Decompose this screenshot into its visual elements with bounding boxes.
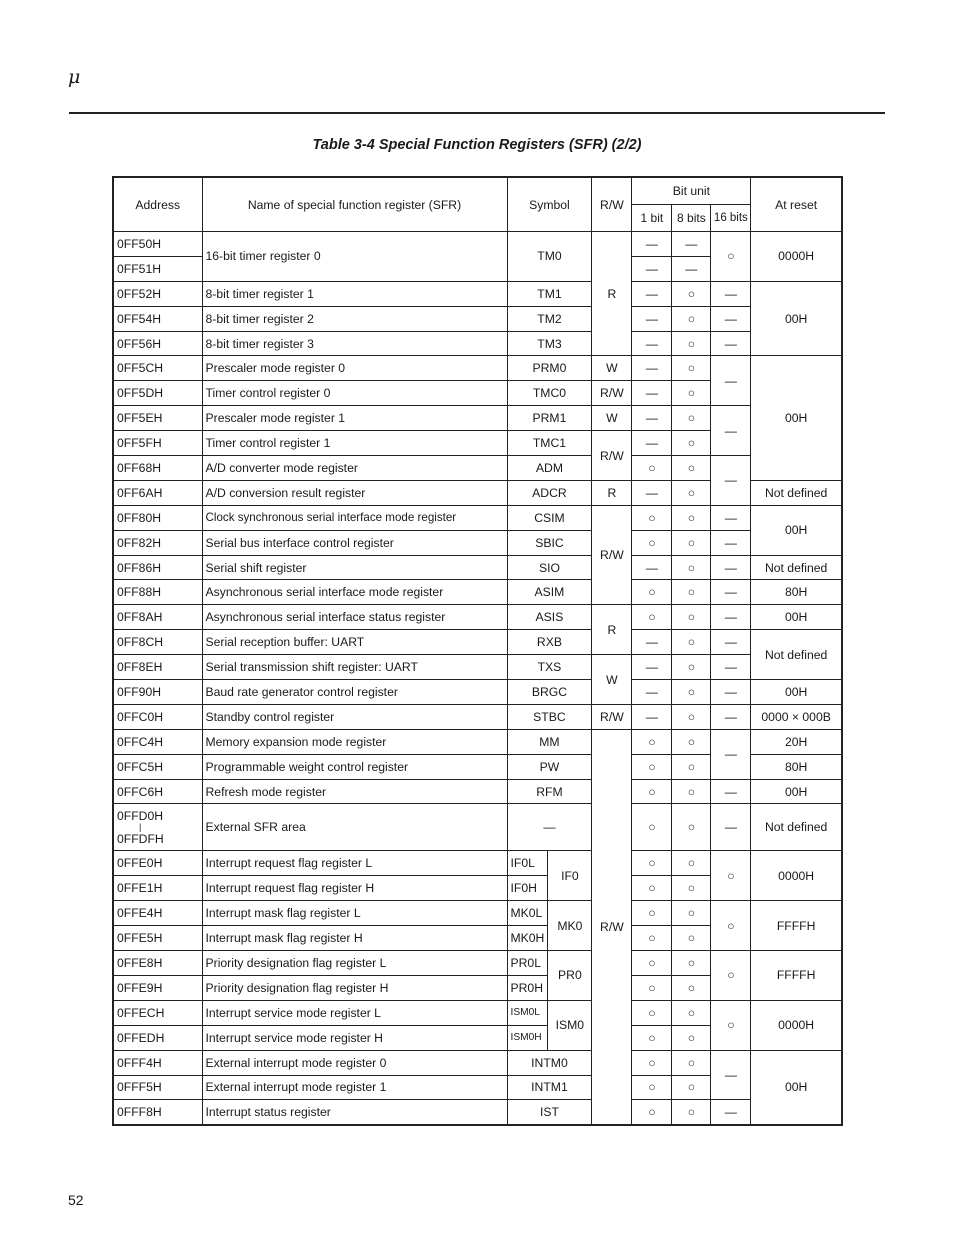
bit1-cell: — xyxy=(632,480,672,505)
bit1-cell: ○ xyxy=(632,456,672,481)
address-cell: 0FF8AH xyxy=(113,605,202,630)
col-header-8bits: 8 bits xyxy=(672,205,711,232)
rw-cell: R/W xyxy=(592,729,632,1125)
bit1-cell: ○ xyxy=(632,901,672,926)
register-sub-symbol: PR0L xyxy=(507,951,548,976)
address-cell: 0FFC6H xyxy=(113,779,202,804)
reset-value: 0000H xyxy=(751,851,842,901)
bit8-cell: ○ xyxy=(672,729,711,754)
reset-value: 00H xyxy=(751,605,842,630)
register-sub-symbol: IF0L xyxy=(507,851,548,876)
register-name: Serial transmission shift register: UART xyxy=(202,655,507,680)
reset-value: 00H xyxy=(751,1050,842,1125)
register-name: Priority designation flag register L xyxy=(202,951,507,976)
bit16-cell: — xyxy=(711,1050,751,1100)
bit1-cell: ○ xyxy=(632,580,672,605)
bit8-cell: ○ xyxy=(672,804,711,851)
register-symbol: SBIC xyxy=(507,530,592,555)
bit8-cell: ○ xyxy=(672,356,711,381)
register-name: Asynchronous serial interface mode register xyxy=(202,580,507,605)
bit16-cell: ○ xyxy=(711,1000,751,1050)
register-name: 8-bit timer register 3 xyxy=(202,331,507,356)
register-sub-symbol: IF0H xyxy=(507,876,548,901)
bit16-cell: — xyxy=(711,281,751,306)
bit16-cell: ○ xyxy=(711,901,751,951)
table-row xyxy=(113,505,842,530)
bit8-cell: ○ xyxy=(672,580,711,605)
register-name: Interrupt mask flag register H xyxy=(202,926,507,951)
address-cell: 0FFE1H xyxy=(113,876,202,901)
table-row xyxy=(113,356,842,381)
reset-value: 80H xyxy=(751,580,842,605)
register-symbol: TXS xyxy=(507,655,592,680)
reset-value: FFFFH xyxy=(751,901,842,951)
register-name: Baud rate generator control register xyxy=(202,680,507,705)
register-name: Asynchronous serial interface status register xyxy=(202,605,507,630)
bit16-cell: ○ xyxy=(711,951,751,1001)
bit1-cell: — xyxy=(632,306,672,331)
bit16-cell: — xyxy=(711,1100,751,1125)
bit8-cell: ○ xyxy=(672,1100,711,1125)
rw-cell: R xyxy=(592,605,632,655)
table-row xyxy=(113,1100,842,1125)
register-symbol: PRM1 xyxy=(507,406,592,431)
bit1-cell: — xyxy=(632,256,672,281)
address-cell: 0FF52H xyxy=(113,281,202,306)
table-row xyxy=(113,232,842,257)
address-range-separator: | xyxy=(139,821,142,832)
table-row xyxy=(113,704,842,729)
register-name: External SFR area xyxy=(202,804,507,851)
table-row xyxy=(113,729,842,754)
bit8-cell: ○ xyxy=(672,555,711,580)
address-cell: 0FF8CH xyxy=(113,630,202,655)
bit1-cell: ○ xyxy=(632,754,672,779)
address-cell: 0FFF5H xyxy=(113,1075,202,1100)
table-row xyxy=(113,851,842,876)
bit1-cell: — xyxy=(632,381,672,406)
reset-value: Not defined xyxy=(751,555,842,580)
bit16-cell: — xyxy=(711,580,751,605)
col-header-symbol: Symbol xyxy=(507,177,592,232)
address-range-end: 0FFDFH xyxy=(117,831,164,846)
reset-value: 00H xyxy=(751,779,842,804)
register-symbol: ASIS xyxy=(507,605,592,630)
address-cell: 0FF54H xyxy=(113,306,202,331)
bit1-cell: ○ xyxy=(632,975,672,1000)
register-name: Interrupt status register xyxy=(202,1100,507,1125)
reset-value: 00H xyxy=(751,356,842,480)
register-symbol: MK0 xyxy=(548,901,592,951)
bit8-cell: ○ xyxy=(672,281,711,306)
address-cell: 0FFE0H xyxy=(113,851,202,876)
register-symbol: TM0 xyxy=(507,232,592,282)
col-header-address: Address xyxy=(113,177,202,232)
register-name: Programmable weight control register xyxy=(202,754,507,779)
rw-cell: R/W xyxy=(592,431,632,481)
register-name: Interrupt request flag register H xyxy=(202,876,507,901)
bit16-cell: — xyxy=(711,680,751,705)
bit1-cell: ○ xyxy=(632,951,672,976)
bit1-cell: — xyxy=(632,704,672,729)
register-symbol: PRM0 xyxy=(507,356,592,381)
bit8-cell: ○ xyxy=(672,630,711,655)
page-number: 52 xyxy=(68,1192,84,1208)
table-row xyxy=(113,530,842,555)
register-sub-symbol: ISM0H xyxy=(507,1025,548,1050)
register-name: 8-bit timer register 2 xyxy=(202,306,507,331)
bit8-cell: ○ xyxy=(672,306,711,331)
register-name: External interrupt mode register 0 xyxy=(202,1050,507,1075)
reset-value: 80H xyxy=(751,754,842,779)
register-name: Prescaler mode register 1 xyxy=(202,406,507,431)
col-header-1bit: 1 bit xyxy=(632,205,672,232)
address-cell: 0FFC4H xyxy=(113,729,202,754)
bit8-cell: ○ xyxy=(672,926,711,951)
rw-cell: W xyxy=(592,356,632,381)
table-row xyxy=(113,555,842,580)
table-row xyxy=(113,605,842,630)
register-symbol: ASIM xyxy=(507,580,592,605)
table-row xyxy=(113,331,842,356)
bit1-cell: ○ xyxy=(632,876,672,901)
register-symbol: TMC0 xyxy=(507,381,592,406)
reset-value: Not defined xyxy=(751,804,842,851)
table-row xyxy=(113,306,842,331)
bit16-cell: — xyxy=(711,779,751,804)
bit16-cell: — xyxy=(711,306,751,331)
register-sub-symbol: MK0H xyxy=(507,926,548,951)
register-name: Prescaler mode register 0 xyxy=(202,356,507,381)
address-cell: 0FF56H xyxy=(113,331,202,356)
address-cell: 0FFE8H xyxy=(113,951,202,976)
register-name: Priority designation flag register H xyxy=(202,975,507,1000)
register-name: External interrupt mode register 1 xyxy=(202,1075,507,1100)
bit16-cell: — xyxy=(711,356,751,406)
bit8-cell: ○ xyxy=(672,605,711,630)
bit8-cell: ○ xyxy=(672,975,711,1000)
bit8-cell: ○ xyxy=(672,655,711,680)
address-cell: 0FF68H xyxy=(113,456,202,481)
reset-value: 0000H xyxy=(751,1000,842,1050)
bit8-cell: ○ xyxy=(672,1000,711,1025)
register-sub-symbol: PR0H xyxy=(507,975,548,1000)
address-cell: 0FF5CH xyxy=(113,356,202,381)
register-symbol: STBC xyxy=(507,704,592,729)
table-row xyxy=(113,1000,842,1025)
bit16-cell: — xyxy=(711,605,751,630)
bit1-cell: ○ xyxy=(632,1075,672,1100)
bit8-cell: ○ xyxy=(672,381,711,406)
bit8-cell: ○ xyxy=(672,505,711,530)
bit8-cell: ○ xyxy=(672,1050,711,1075)
table-row xyxy=(113,406,842,431)
bit8-cell: ○ xyxy=(672,951,711,976)
address-cell: 0FF88H xyxy=(113,580,202,605)
bit16-cell: ○ xyxy=(711,232,751,282)
address-cell: 0FFC5H xyxy=(113,754,202,779)
table-row xyxy=(113,901,842,926)
address-cell: 0FF5EH xyxy=(113,406,202,431)
bit8-cell: ○ xyxy=(672,901,711,926)
bit1-cell: — xyxy=(632,331,672,356)
bit8-cell: ○ xyxy=(672,876,711,901)
address-range-cell xyxy=(113,804,202,851)
address-cell: 0FF5FH xyxy=(113,431,202,456)
register-name: A/D conversion result register xyxy=(202,480,507,505)
bit1-cell: — xyxy=(632,431,672,456)
bit8-cell: ○ xyxy=(672,680,711,705)
register-name: Timer control register 0 xyxy=(202,381,507,406)
register-name: Refresh mode register xyxy=(202,779,507,804)
rw-cell: R/W xyxy=(592,704,632,729)
table-row xyxy=(113,951,842,976)
rw-cell: W xyxy=(592,406,632,431)
register-symbol: TM3 xyxy=(507,331,592,356)
bit16-cell: — xyxy=(711,530,751,555)
register-name: Memory expansion mode register xyxy=(202,729,507,754)
address-cell: 0FF51H xyxy=(113,256,202,281)
bit1-cell: ○ xyxy=(632,729,672,754)
address-cell: 0FF5DH xyxy=(113,381,202,406)
register-name: 16-bit timer register 0 xyxy=(202,232,507,282)
rw-cell: R xyxy=(592,232,632,356)
address-range-start: 0FFD0H xyxy=(117,808,164,823)
bit8-cell: ○ xyxy=(672,331,711,356)
address-cell: 0FFF4H xyxy=(113,1050,202,1075)
address-cell: 0FF8EH xyxy=(113,655,202,680)
bit16-cell: — xyxy=(711,704,751,729)
bit1-cell: ○ xyxy=(632,851,672,876)
table-row xyxy=(113,779,842,804)
register-symbol: BRGC xyxy=(507,680,592,705)
bit16-cell: — xyxy=(711,555,751,580)
sfr-table xyxy=(112,176,843,1126)
register-name: Interrupt mask flag register L xyxy=(202,901,507,926)
register-symbol: ADCR xyxy=(507,480,592,505)
bit1-cell: ○ xyxy=(632,605,672,630)
register-name: 8-bit timer register 1 xyxy=(202,281,507,306)
reset-value: Not defined xyxy=(751,630,842,680)
bit1-cell: ○ xyxy=(632,1025,672,1050)
table-row xyxy=(113,281,842,306)
bit8-cell: ○ xyxy=(672,779,711,804)
register-name: Interrupt request flag register L xyxy=(202,851,507,876)
register-symbol: ADM xyxy=(507,456,592,481)
col-header-reset: At reset xyxy=(751,177,842,232)
bit16-cell: — xyxy=(711,406,751,456)
register-symbol: PR0 xyxy=(548,951,592,1001)
bit1-cell: ○ xyxy=(632,530,672,555)
bit1-cell: — xyxy=(632,680,672,705)
bit16-cell: — xyxy=(711,630,751,655)
register-symbol: SIO xyxy=(507,555,592,580)
register-symbol: IF0 xyxy=(548,851,592,901)
table-row xyxy=(113,804,842,851)
col-header-rw: R/W xyxy=(592,177,632,232)
reset-value: FFFFH xyxy=(751,951,842,1001)
bit8-cell: — xyxy=(672,232,711,257)
table-row xyxy=(113,655,842,680)
table-row xyxy=(113,1050,842,1075)
bit8-cell: ○ xyxy=(672,431,711,456)
reset-value: 20H xyxy=(751,729,842,754)
table-row xyxy=(113,630,842,655)
register-name: Clock synchronous serial interface mode register xyxy=(202,505,507,530)
register-symbol: RXB xyxy=(507,630,592,655)
bit1-cell: ○ xyxy=(632,779,672,804)
mu-symbol: μ xyxy=(68,66,81,88)
reset-value: 00H xyxy=(751,281,842,356)
bit1-cell: — xyxy=(632,630,672,655)
col-header-name: Name of special function register (SFR) xyxy=(202,177,507,232)
address-cell: 0FFF8H xyxy=(113,1100,202,1125)
register-symbol: INTM1 xyxy=(507,1075,592,1100)
bit1-cell: — xyxy=(632,555,672,580)
address-cell: 0FF50H xyxy=(113,232,202,257)
rw-cell: W xyxy=(592,655,632,705)
table-row xyxy=(113,456,842,481)
bit8-cell: ○ xyxy=(672,851,711,876)
register-symbol: RFM xyxy=(507,779,592,804)
address-cell: 0FF80H xyxy=(113,505,202,530)
bit1-cell: — xyxy=(632,232,672,257)
bit16-cell: — xyxy=(711,655,751,680)
register-symbol: MM xyxy=(507,729,592,754)
bit1-cell: — xyxy=(632,655,672,680)
bit16-cell: — xyxy=(711,804,751,851)
bit1-cell: ○ xyxy=(632,1000,672,1025)
address-cell: 0FF6AH xyxy=(113,480,202,505)
register-symbol: IST xyxy=(507,1100,592,1125)
register-symbol: CSIM xyxy=(507,505,592,530)
register-name: Interrupt service mode register L xyxy=(202,1000,507,1025)
register-symbol: INTM0 xyxy=(507,1050,592,1075)
bit8-cell: ○ xyxy=(672,480,711,505)
register-symbol: TM1 xyxy=(507,281,592,306)
reset-value: Not defined xyxy=(751,480,842,505)
bit16-cell: — xyxy=(711,729,751,779)
reset-value: 00H xyxy=(751,505,842,555)
bit8-cell: ○ xyxy=(672,754,711,779)
register-name: Standby control register xyxy=(202,704,507,729)
address-cell: 0FFE5H xyxy=(113,926,202,951)
register-symbol: PW xyxy=(507,754,592,779)
bit1-cell: ○ xyxy=(632,1100,672,1125)
reset-value: 0000H xyxy=(751,232,842,282)
register-name: A/D converter mode register xyxy=(202,456,507,481)
table-title: Table 3-4 Special Function Registers (SFR) (2/2) xyxy=(312,137,642,153)
rw-cell: R/W xyxy=(592,381,632,406)
bit8-cell: ○ xyxy=(672,1025,711,1050)
rw-cell: R/W xyxy=(592,505,632,605)
register-symbol: — xyxy=(507,804,592,851)
bit1-cell: — xyxy=(632,281,672,306)
bit16-cell: — xyxy=(711,456,751,506)
address-cell: 0FFEDH xyxy=(113,1025,202,1050)
bit1-cell: — xyxy=(632,356,672,381)
bit16-cell: ○ xyxy=(711,851,751,901)
address-cell: 0FFE4H xyxy=(113,901,202,926)
register-name: Timer control register 1 xyxy=(202,431,507,456)
address-cell: 0FFE9H xyxy=(113,975,202,1000)
bit1-cell: ○ xyxy=(632,1050,672,1075)
rw-cell: R xyxy=(592,480,632,505)
bit16-cell: — xyxy=(711,331,751,356)
bit8-cell: ○ xyxy=(672,1075,711,1100)
register-symbol: ISM0 xyxy=(548,1000,592,1050)
bit8-cell: — xyxy=(672,256,711,281)
bit8-cell: ○ xyxy=(672,406,711,431)
address-cell: 0FF86H xyxy=(113,555,202,580)
address-cell: 0FF90H xyxy=(113,680,202,705)
reset-value: 00H xyxy=(751,680,842,705)
register-name: Serial shift register xyxy=(202,555,507,580)
bit8-cell: ○ xyxy=(672,704,711,729)
header-rule xyxy=(69,112,885,114)
bit1-cell: ○ xyxy=(632,804,672,851)
bit1-cell: ○ xyxy=(632,926,672,951)
register-name: Serial bus interface control register xyxy=(202,530,507,555)
register-symbol: TM2 xyxy=(507,306,592,331)
bit8-cell: ○ xyxy=(672,530,711,555)
register-name: Serial reception buffer: UART xyxy=(202,630,507,655)
address-cell: 0FFC0H xyxy=(113,704,202,729)
col-header-16bits: 16 bits xyxy=(711,205,751,232)
col-header-bit-unit: Bit unit xyxy=(632,177,751,205)
register-name: Interrupt service mode register H xyxy=(202,1025,507,1050)
bit16-cell: — xyxy=(711,505,751,530)
bit1-cell: ○ xyxy=(632,505,672,530)
register-sub-symbol: ISM0L xyxy=(507,1000,548,1025)
address-cell: 0FF82H xyxy=(113,530,202,555)
reset-value: 0000 × 000B xyxy=(751,704,842,729)
bit8-cell: ○ xyxy=(672,456,711,481)
bit1-cell: — xyxy=(632,406,672,431)
table-row xyxy=(113,580,842,605)
address-cell: 0FFECH xyxy=(113,1000,202,1025)
table-row xyxy=(113,680,842,705)
register-sub-symbol: MK0L xyxy=(507,901,548,926)
register-symbol: TMC1 xyxy=(507,431,592,456)
